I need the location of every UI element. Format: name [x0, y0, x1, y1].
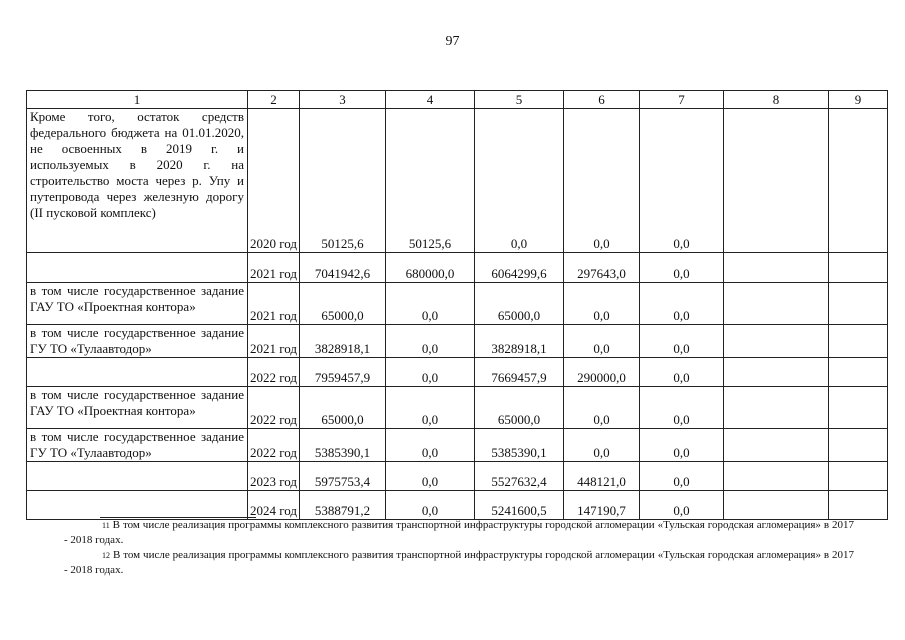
value-cell-7: 0,0: [640, 283, 724, 325]
table-row: [27, 462, 888, 491]
value-cell-8: [724, 109, 829, 253]
value-cell-4: 0,0: [386, 358, 475, 387]
row-label-cell: [27, 462, 248, 491]
value-cell-9: [829, 358, 888, 387]
header-cell: 9: [829, 91, 888, 109]
value-cell-3: 3828918,1: [300, 325, 386, 358]
table-row: [27, 283, 888, 325]
row-label-cell: Кроме того, остаток средств федерального бюджета на 01.01.2020, не освоенных в 2019 г. и используемых в 2020 г. на строительство моста через р. Упу и путепровода через железную дорогу (II пусковой комплекс): [27, 109, 248, 253]
value-cell-3: 65000,0: [300, 283, 386, 325]
value-cell-9: [829, 109, 888, 253]
year-cell: 2024 год: [248, 491, 300, 520]
header-cell: 7: [640, 91, 724, 109]
value-cell-8: [724, 387, 829, 429]
value-cell-4: 50125,6: [386, 109, 475, 253]
header-cell: 2: [248, 91, 300, 109]
table-header-row: [27, 91, 888, 109]
table-row: [27, 429, 888, 462]
budget-table: [26, 90, 888, 520]
value-cell-6: 0,0: [564, 109, 640, 253]
footnote-text: В том числе реализация программы комплексного развития транспортной инфраструктуры городской агломерации «Тульская городская агломерация» в 2017 - 2018 годах.: [64, 519, 855, 546]
value-cell-4: 0,0: [386, 283, 475, 325]
value-cell-4: 0,0: [386, 491, 475, 520]
value-cell-9: [829, 462, 888, 491]
value-cell-6: 0,0: [564, 283, 640, 325]
value-cell-6: 0,0: [564, 387, 640, 429]
table-row: [27, 325, 888, 358]
value-cell-5: 6064299,6: [475, 253, 564, 283]
value-cell-6: 448121,0: [564, 462, 640, 491]
row-label-cell: в том числе государственное задание ГАУ ТО «Проектная контора»: [27, 283, 248, 325]
value-cell-9: [829, 387, 888, 429]
value-cell-8: [724, 325, 829, 358]
footnote-mark: 12: [102, 551, 110, 560]
value-cell-9: [829, 429, 888, 462]
table-row: [27, 358, 888, 387]
value-cell-9: [829, 253, 888, 283]
footnote: [64, 518, 854, 548]
value-cell-7: 0,0: [640, 387, 724, 429]
value-cell-7: 0,0: [640, 429, 724, 462]
value-cell-3: 5388791,2: [300, 491, 386, 520]
value-cell-9: [829, 283, 888, 325]
header-cell: 4: [386, 91, 475, 109]
year-cell: 2022 год: [248, 358, 300, 387]
value-cell-8: [724, 462, 829, 491]
value-cell-6: 147190,7: [564, 491, 640, 520]
page-number: 97: [445, 34, 460, 49]
year-cell: 2021 год: [248, 283, 300, 325]
value-cell-6: 0,0: [564, 429, 640, 462]
value-cell-3: 65000,0: [300, 387, 386, 429]
year-cell: 2020 год: [248, 109, 300, 253]
value-cell-3: 50125,6: [300, 109, 386, 253]
value-cell-6: 290000,0: [564, 358, 640, 387]
header-cell: 8: [724, 91, 829, 109]
value-cell-5: 65000,0: [475, 387, 564, 429]
value-cell-5: 5241600,5: [475, 491, 564, 520]
value-cell-5: 5385390,1: [475, 429, 564, 462]
value-cell-5: 5527632,4: [475, 462, 564, 491]
row-label-cell: [27, 253, 248, 283]
row-label-cell: в том числе государственное задание ГУ ТО «Тулаавтодор»: [27, 325, 248, 358]
footnote: [64, 548, 854, 578]
value-cell-8: [724, 253, 829, 283]
row-label-cell: [27, 491, 248, 520]
row-label-cell: в том числе государственное задание ГАУ ТО «Проектная контора»: [27, 387, 248, 429]
header-cell: 6: [564, 91, 640, 109]
value-cell-7: 0,0: [640, 358, 724, 387]
value-cell-8: [724, 491, 829, 520]
row-label-cell: в том числе государственное задание ГУ ТО «Тулаавтодор»: [27, 429, 248, 462]
value-cell-6: 297643,0: [564, 253, 640, 283]
value-cell-4: 0,0: [386, 325, 475, 358]
value-cell-7: 0,0: [640, 325, 724, 358]
value-cell-4: 0,0: [386, 387, 475, 429]
value-cell-9: [829, 325, 888, 358]
year-cell: 2023 год: [248, 462, 300, 491]
header-cell: 3: [300, 91, 386, 109]
value-cell-8: [724, 358, 829, 387]
value-cell-5: 3828918,1: [475, 325, 564, 358]
value-cell-3: 5385390,1: [300, 429, 386, 462]
value-cell-3: 7959457,9: [300, 358, 386, 387]
year-cell: 2021 год: [248, 325, 300, 358]
header-cell: 1: [27, 91, 248, 109]
header-cell: 5: [475, 91, 564, 109]
table-row: [27, 109, 888, 253]
value-cell-8: [724, 429, 829, 462]
table-row: [27, 387, 888, 429]
value-cell-4: 0,0: [386, 462, 475, 491]
value-cell-9: [829, 491, 888, 520]
value-cell-4: 0,0: [386, 429, 475, 462]
value-cell-6: 0,0: [564, 325, 640, 358]
year-cell: 2022 год: [248, 387, 300, 429]
value-cell-5: 7669457,9: [475, 358, 564, 387]
table-row: [27, 253, 888, 283]
footnotes: [64, 518, 854, 578]
year-cell: 2022 год: [248, 429, 300, 462]
value-cell-3: 7041942,6: [300, 253, 386, 283]
value-cell-4: 680000,0: [386, 253, 475, 283]
value-cell-5: 65000,0: [475, 283, 564, 325]
value-cell-7: 0,0: [640, 491, 724, 520]
year-cell: 2021 год: [248, 253, 300, 283]
value-cell-8: [724, 283, 829, 325]
row-label-cell: [27, 358, 248, 387]
value-cell-7: 0,0: [640, 253, 724, 283]
value-cell-7: 0,0: [640, 109, 724, 253]
value-cell-7: 0,0: [640, 462, 724, 491]
table-row: [27, 491, 888, 520]
footnote-mark: 11: [102, 521, 110, 530]
value-cell-3: 5975753,4: [300, 462, 386, 491]
footnote-text: В том числе реализация программы комплексного развития транспортной инфраструктуры городской агломерации «Тульская городская агломерация» в 2017 - 2018 годах.: [64, 549, 855, 576]
value-cell-5: 0,0: [475, 109, 564, 253]
